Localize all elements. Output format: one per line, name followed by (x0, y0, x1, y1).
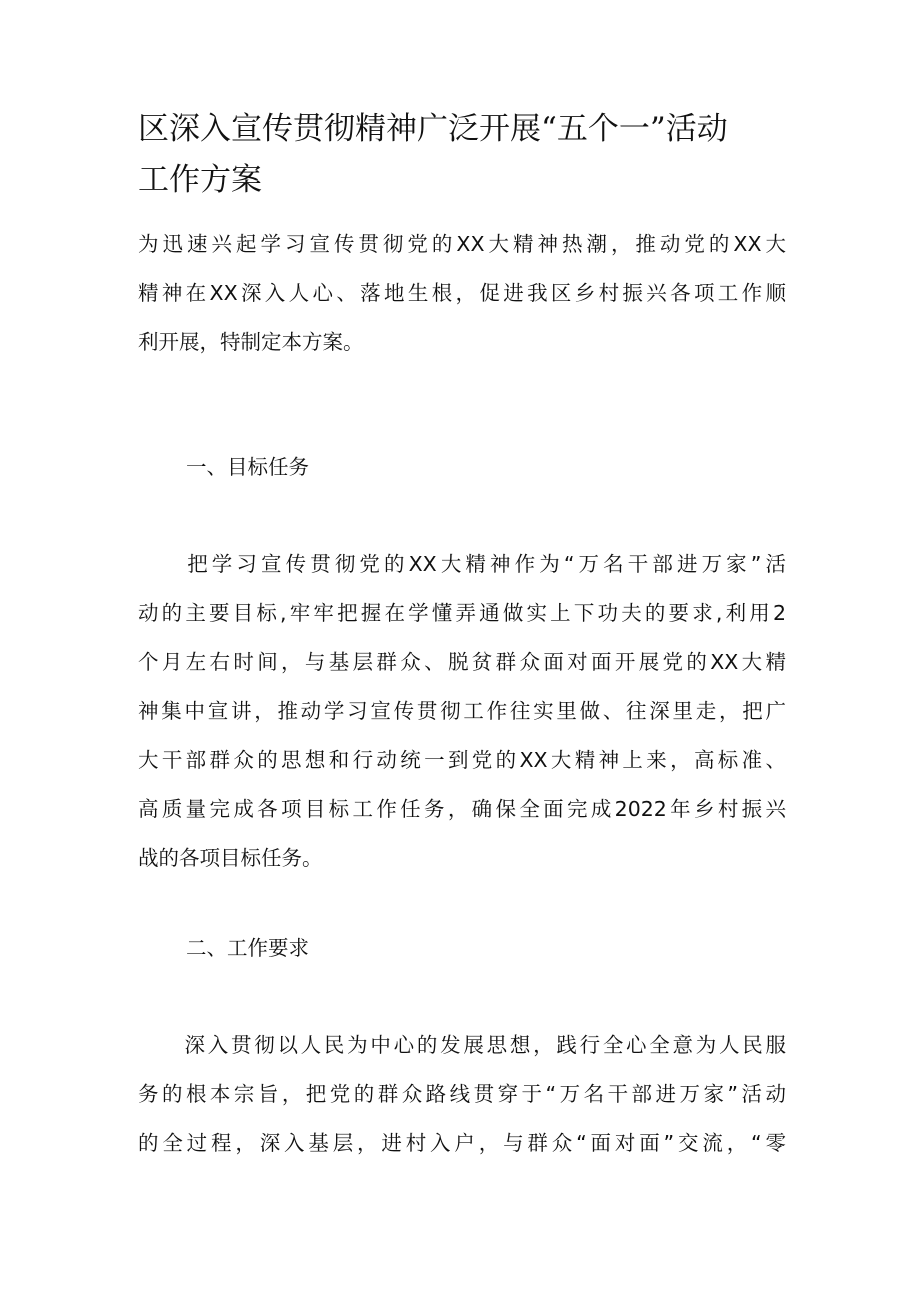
section1-line: 动的主要目标,牢牢把握在学懂弄通做实上下功夫的要求,利用2 (138, 601, 786, 625)
intro-line: 利开展，特制定本方案。 (138, 330, 364, 354)
section1-line: 神集中宣讲，推动学习宣传贯彻工作往实里做、往深里走，把广 (138, 699, 786, 723)
section2-line: 的全过程，深入基层，进村入户，与群众“面对面”交流，“零 (138, 1131, 786, 1155)
section1-line: 把学习宣传贯彻党的XX大精神作为“万名干部进万家”活 (138, 552, 786, 576)
document-title-line-1: 区深入宣传贯彻精神广泛开展“五个一”活动 (138, 111, 728, 147)
document-title-line-2: 工作方案 (138, 162, 262, 198)
section-heading-goals: 一、目标任务 (186, 455, 309, 479)
section1-line: 个月左右时间，与基层群众、脱贫群众面对面开展党的XX大精 (138, 650, 786, 674)
section1-line: 高质量完成各项目标工作任务，确保全面完成2022年乡村振兴 (138, 797, 786, 821)
section-heading-requirements: 二、工作要求 (186, 936, 309, 960)
intro-line: 精神在XX深入人心、落地生根，促进我区乡村振兴各项工作顺 (138, 281, 786, 305)
intro-line: 为迅速兴起学习宣传贯彻党的XX大精神热潮，推动党的XX大 (138, 232, 786, 256)
section1-line: 大干部群众的思想和行动统一到党的XX大精神上来，高标准、 (138, 748, 786, 772)
section2-line: 务的根本宗旨，把党的群众路线贯穿于“万名干部进万家”活动 (138, 1082, 786, 1106)
section1-line: 战的各项目标任务。 (138, 846, 323, 870)
section2-line: 深入贯彻以人民为中心的发展思想，践行全心全意为人民服 (138, 1033, 786, 1057)
